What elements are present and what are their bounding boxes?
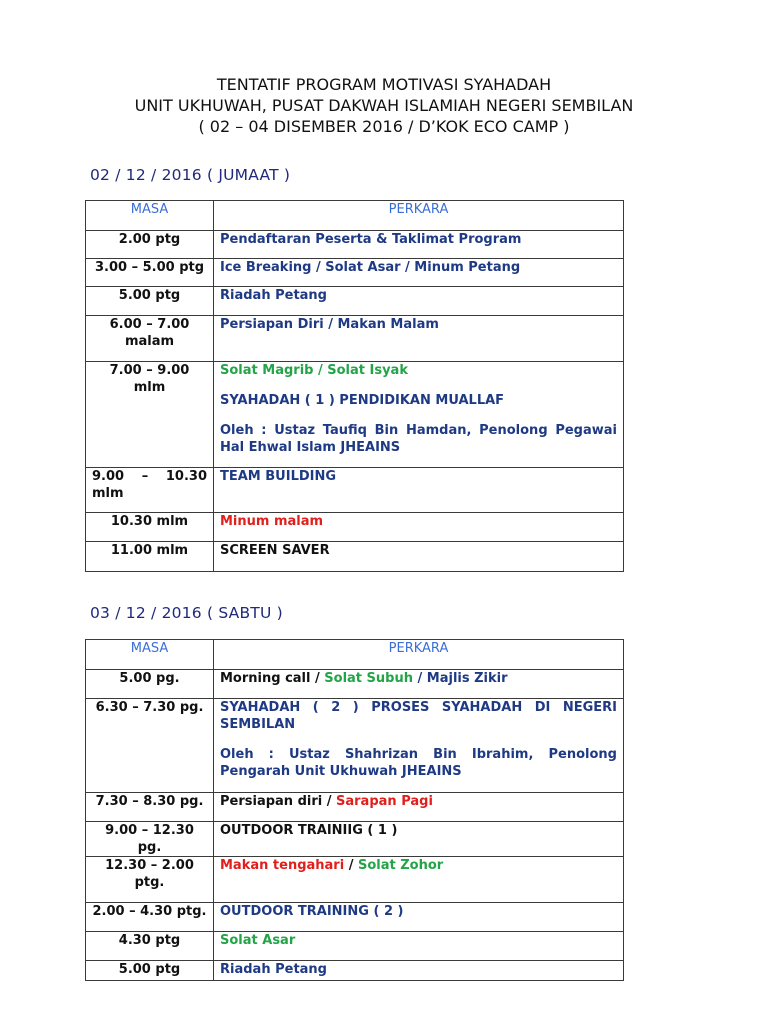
perkara-text: Riadah Petang — [220, 288, 327, 303]
perkara-line — [220, 903, 617, 920]
perkara-text: Ice Breaking / Solat Asar / Minum Petang — [220, 260, 521, 275]
perkara-cell — [214, 793, 624, 822]
perkara-line — [220, 259, 617, 276]
perkara-line — [220, 231, 617, 248]
day1-heading: 02 / 12 / 2016 ( JUMAAT ) — [90, 166, 291, 184]
perkara-text: Pendaftaran Peserta & Taklimat Program — [220, 232, 522, 247]
table-row — [86, 822, 624, 857]
perkara-text: / Majlis Zikir — [412, 671, 508, 686]
perkara-line — [220, 932, 617, 949]
perkara-cell — [214, 468, 624, 513]
table-row — [86, 231, 624, 259]
perkara-text: Solat Zohor — [357, 858, 444, 873]
table-row — [86, 362, 624, 468]
title-line-2: UNIT UKHUWAH, PUSAT DAKWAH ISLAMIAH NEGERI SEMBILAN — [134, 96, 634, 115]
perkara-text: Makan tengahari — [220, 858, 345, 873]
perkara-cell — [214, 542, 624, 572]
perkara-text: Oleh : Ustaz Taufiq Bin Hamdan, Penolong Pegawai Hal Ehwal Islam JHEAINS — [220, 423, 617, 455]
masa-cell: 9.00 – 12.30 pg. — [86, 822, 214, 857]
document-title — [0, 74, 768, 137]
table-row — [86, 932, 624, 961]
title-line-3: ( 02 – 04 DISEMBER 2016 / D’KOK ECO CAMP ) — [198, 117, 570, 136]
table-row — [86, 513, 624, 542]
perkara-line — [220, 513, 617, 530]
column-header-masa: MASA — [86, 201, 214, 231]
perkara-text: Persiapan diri / — [220, 794, 337, 809]
table-header-row — [86, 201, 624, 231]
perkara-text: Minum malam — [220, 514, 324, 529]
perkara-line — [220, 362, 617, 379]
perkara-text: / — [344, 858, 358, 873]
masa-cell: 11.00 mlm — [86, 542, 214, 572]
perkara-text: SYAHADAH ( 1 ) PENDIDIKAN MUALLAF — [220, 393, 505, 408]
perkara-cell — [214, 670, 624, 699]
column-header-perkara: PERKARA — [214, 640, 624, 670]
perkara-line — [220, 961, 617, 978]
perkara-text: SCREEN SAVER — [220, 543, 330, 558]
perkara-cell — [214, 822, 624, 857]
masa-cell: 5.00 ptg — [86, 287, 214, 316]
perkara-cell — [214, 231, 624, 259]
perkara-text: Riadah Petang — [220, 962, 327, 977]
title-line-1: TENTATIF PROGRAM MOTIVASI SYAHADAH — [216, 75, 552, 94]
table-row — [86, 857, 624, 903]
perkara-cell — [214, 903, 624, 932]
column-header-masa: MASA — [86, 640, 214, 670]
masa-cell: 3.00 – 5.00 ptg — [86, 259, 214, 287]
table-row — [86, 287, 624, 316]
masa-cell: 4.30 ptg — [86, 932, 214, 961]
masa-cell: 2.00 – 4.30 ptg. — [86, 903, 214, 932]
perkara-line — [220, 287, 617, 304]
perkara-line — [220, 699, 617, 733]
masa-cell: 6.00 – 7.00 malam — [86, 316, 214, 362]
perkara-text: TEAM BUILDING — [220, 469, 337, 484]
masa-cell: 5.00 ptg — [86, 961, 214, 981]
masa-cell: 5.00 pg. — [86, 670, 214, 699]
schedule-table-day1 — [85, 200, 624, 572]
perkara-cell — [214, 857, 624, 903]
masa-cell: 9.00 – 10.30 mlm — [86, 468, 214, 513]
table-row — [86, 542, 624, 572]
column-header-perkara: PERKARA — [214, 201, 624, 231]
perkara-line — [220, 857, 617, 874]
perkara-text: OUTDOOR TRAINIIG ( 1 ) — [220, 823, 398, 838]
perkara-text: Solat Subuh — [324, 671, 413, 686]
masa-cell: 12.30 – 2.00 ptg. — [86, 857, 214, 903]
perkara-line — [220, 316, 617, 333]
table-row — [86, 670, 624, 699]
perkara-text: SYAHADAH ( 2 ) PROSES SYAHADAH DI NEGERI SEMBILAN — [220, 700, 617, 732]
perkara-cell — [214, 513, 624, 542]
table-header-row — [86, 640, 624, 670]
perkara-cell — [214, 961, 624, 981]
perkara-text: Solat Asar — [220, 933, 296, 948]
table-row — [86, 903, 624, 932]
perkara-line — [220, 670, 617, 687]
perkara-line — [220, 822, 617, 839]
masa-cell: 10.30 mlm — [86, 513, 214, 542]
day2-heading: 03 / 12 / 2016 ( SABTU ) — [90, 604, 283, 622]
masa-cell: 2.00 ptg — [86, 231, 214, 259]
masa-cell: 7.30 – 8.30 pg. — [86, 793, 214, 822]
table-row — [86, 793, 624, 822]
perkara-cell — [214, 362, 624, 468]
table-row — [86, 699, 624, 793]
schedule-table-day2 — [85, 639, 624, 981]
perkara-line — [220, 542, 617, 559]
masa-cell: 7.00 – 9.00 mlm — [86, 362, 214, 468]
masa-cell: 6.30 – 7.30 pg. — [86, 699, 214, 793]
perkara-cell — [214, 932, 624, 961]
table-row — [86, 468, 624, 513]
perkara-line — [220, 793, 617, 810]
perkara-text: Solat Magrib / Solat Isyak — [220, 363, 408, 378]
perkara-text: Sarapan Pagi — [336, 794, 433, 809]
perkara-text: Morning call / — [220, 671, 325, 686]
perkara-cell — [214, 259, 624, 287]
table-row — [86, 259, 624, 287]
perkara-line — [220, 746, 617, 780]
table-row — [86, 316, 624, 362]
perkara-line — [220, 468, 617, 485]
table-row — [86, 961, 624, 981]
perkara-text: Oleh : Ustaz Shahrizan Bin Ibrahim, Penolong Pengarah Unit Ukhuwah JHEAINS — [220, 747, 617, 779]
perkara-cell — [214, 316, 624, 362]
perkara-cell — [214, 287, 624, 316]
perkara-text: OUTDOOR TRAINING ( 2 ) — [220, 904, 404, 919]
perkara-text: Persiapan Diri / Makan Malam — [220, 317, 439, 332]
perkara-line — [220, 392, 617, 409]
perkara-cell — [214, 699, 624, 793]
perkara-line — [220, 422, 617, 456]
